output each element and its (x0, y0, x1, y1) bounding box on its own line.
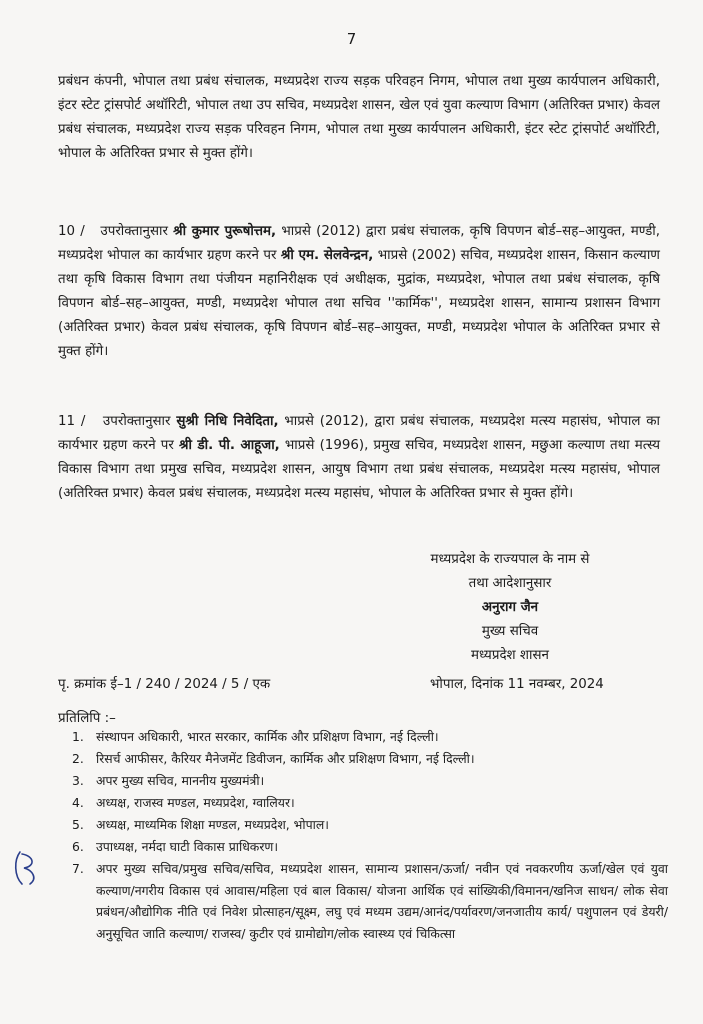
signatory-office: मध्यप्रदेश शासन (471, 648, 549, 663)
list-item (72, 726, 668, 748)
list-number: 6. (72, 839, 84, 854)
list-text: अपर मुख्य सचिव, माननीय मुख्यमंत्री। (96, 773, 265, 788)
handwritten-initials-icon (12, 848, 42, 888)
list-text: अध्यक्ष, राजस्व मण्डल, मध्यप्रदेश, ग्वालियर। (96, 795, 295, 810)
list-number: 5. (72, 817, 84, 832)
order-number: पृ. क्रमांक ई–1 / 240 / 2024 / 5 / एक (58, 677, 271, 692)
list-item (72, 770, 668, 792)
paragraph-text: भाप्रसे (2002) सचिव, मध्यप्रदेश शासन, किसान कल्याण तथा कृषि विकास विभाग तथा पंजीयन महानिरीक्षक एवं अधीक्षक, मुद्रांक, मध्यप्रदेश, भोपाल तथा प्रबंध संचालक, कृषि विपणन बोर्ड–सह–आयुक्त, मण्डी, मध्यप्रदेश भोपाल तथा सचिव ''कार्मिक'', मध्यप्रदेश शासन, सामान्य प्रशासन विभाग (अतिरिक्त प्रभार) केवल प्रबंध संचालक, कृषि विपणन बोर्ड–सह–आयुक्त, मण्डी, मध्यप्रदेश भोपाल के अतिरिक्त प्रभार से मुक्त होंगे। (58, 248, 660, 359)
list-item (72, 814, 668, 836)
list-number: 1. (72, 729, 84, 744)
signature-line: तथा आदेशानुसार (468, 576, 552, 591)
paragraph-number: 10 / (58, 224, 85, 239)
officer-name: सुश्री निधि निवेदिता, (176, 414, 279, 429)
list-text: अपर मुख्य सचिव/प्रमुख सचिव/सचिव, मध्यप्रदेश शासन, सामान्य प्रशासन/ऊर्जा/ नवीन एवं नवकरणीय ऊर्जा/खेल एवं युवा कल्याण/नगरीय विकास एवं आवास/महिला एवं बाल विकास/ योजना आर्थिक एवं सांख्यिकी/विमानन/खनिज साधन/ लोक सेवा प्रबंधन/औद्योगिक नीति एवं निवेश प्रोत्साहन/सूक्ष्म, लघु एवं मध्यम उद्यम/आनंद/पर्यावरण/जनजातीय कार्य/ पशुपालन एवं डेयरी/अनुसूचित जाति कल्याण/ राजस्व/ कुटीर एवं ग्रामोद्योग/लोक स्वास्थ्य एवं चिकित्सा (96, 861, 668, 941)
signatory-name: अनुराग जैन (481, 600, 539, 615)
list-number: 7. (72, 861, 84, 876)
page-number: 7 (346, 30, 357, 48)
list-text: रिसर्च आफीसर, कैरियर मैनेजमेंट डिवीजन, कार्मिक और प्रशिक्षण विभाग, नई दिल्ली। (96, 751, 475, 766)
list-item (72, 858, 668, 944)
list-item (72, 748, 668, 770)
copy-heading: प्रतिलिपि :– (58, 711, 116, 726)
paragraph-text: भाप्रसे (2012), द्वारा प्रबंध संचालक, मध्यप्रदेश मत्स्य महासंघ, भोपाल का कार्यभार ग्रहण करने पर (58, 414, 660, 453)
paragraph-1: प्रबंधन कंपनी, भोपाल तथा प्रबंध संचालक, मध्यप्रदेश राज्य सड़क परिवहन निगम, भोपाल तथा मुख्य कार्यपालन अधिकारी, इंटर स्टेट ट्रांसपोर्ट अथॉरिटी, भोपाल तथा उप सचिव, मध्यप्रदेश शासन, खेल एवं युवा कल्याण विभाग (अतिरिक्त प्रभार) केवल प्रबंध संचालक, मध्यप्रदेश राज्य सड़क परिवहन निगम, भोपाल तथा मुख्य कार्यपालन अधिकारी, इंटर स्टेट ट्रांसपोर्ट अथॉरिटी, भोपाल के अतिरिक्त प्रभार से मुक्त होंगे। (58, 74, 660, 161)
paragraph-text: उपरोक्तानुसार (102, 414, 177, 429)
paragraph-text: भाप्रसे (1996), प्रमुख सचिव, मध्यप्रदेश शासन, मछुआ कल्याण तथा मत्स्य विकास विभाग तथा प्रमुख सचिव, मध्यप्रदेश शासन, आयुष विभाग तथा प्रबंध संचालक, मध्यप्रदेश मत्स्य महासंघ, भोपाल (अतिरिक्त प्रभार) केवल प्रबंध संचालक, मध्यप्रदेश मत्स्य महासंघ, भोपाल के अतिरिक्त प्रभार से मुक्त होंगे। (58, 438, 660, 501)
paragraph-11 (58, 410, 660, 506)
officer-name: श्री डी. पी. आहूजा, (179, 438, 280, 453)
list-number: 2. (72, 751, 84, 766)
list-text: उपाध्यक्ष, नर्मदा घाटी विकास प्राधिकरण। (96, 839, 279, 854)
signature-block (390, 548, 630, 668)
list-item (72, 836, 668, 858)
signature-line: मध्यप्रदेश के राज्यपाल के नाम से (430, 552, 590, 567)
list-number: 3. (72, 773, 84, 788)
paragraph-10 (58, 220, 660, 364)
list-text: अध्यक्ष, माध्यमिक शिक्षा मण्डल, मध्यप्रदेश, भोपाल। (96, 817, 329, 832)
list-text: संस्थापन अधिकारी, भारत सरकार, कार्मिक और प्रशिक्षण विभाग, नई दिल्ली। (96, 729, 439, 744)
officer-name: श्री एम. सेलवेन्द्रन, (280, 248, 374, 263)
paragraph-text: भाप्रसे (2012) द्वारा प्रबंध संचालक, कृषि विपणन बोर्ड–सह–आयुक्त, मण्डी, मध्यप्रदेश भोपाल का कार्यभार ग्रहण करने पर (58, 224, 661, 263)
list-number: 4. (72, 795, 84, 810)
copy-list (72, 726, 668, 944)
officer-name: श्री कुमार पुरूषोत्तम, (173, 224, 277, 239)
paragraph-number: 11 / (58, 414, 86, 429)
order-place-date: भोपाल, दिनांक 11 नवम्बर, 2024 (430, 677, 604, 692)
paragraph-text: उपरोक्तानुसार (100, 224, 174, 239)
signatory-designation: मुख्य सचिव (481, 624, 539, 639)
list-item (72, 792, 668, 814)
